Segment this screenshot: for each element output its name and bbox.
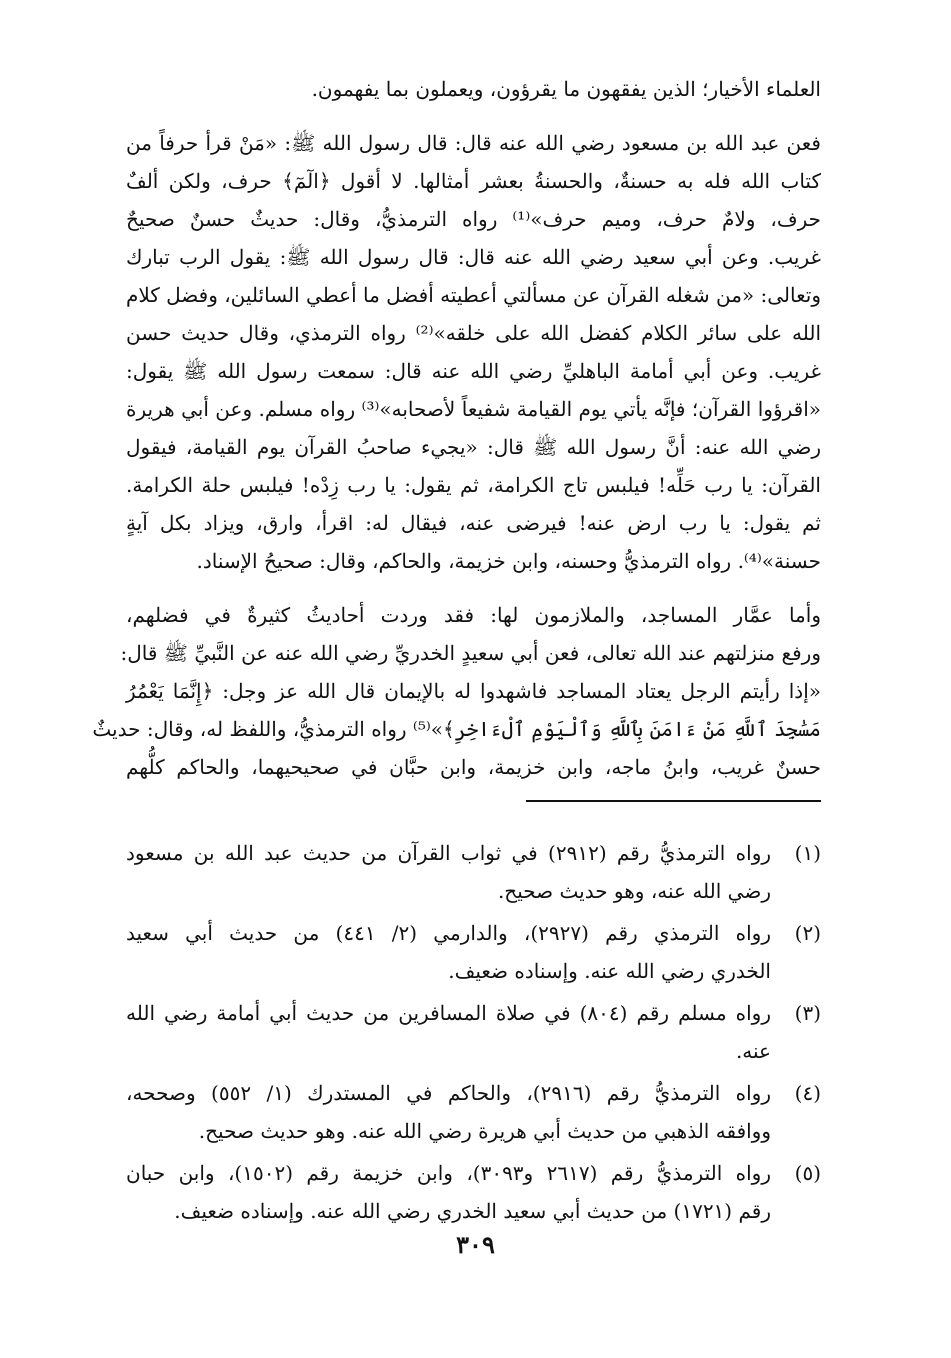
- text-line: ورفع منزلتهم عند الله تعالى، فعن أبي سعيدٍ الخدريِّ رضي الله عنه عن النَّبيِّ ﷺ قال:: [120, 641, 821, 665]
- text-line: فعن عبد الله بن مسعود رضي الله عنه قال: قال رسول الله ﷺ: «مَنْ قرأ حرفاً من: [126, 131, 821, 155]
- text-line: رقم (١٧٢١) من حديث أبي سعيد الخدري رضي الله عنه. وإسناده ضعيف.: [174, 1199, 771, 1223]
- footnote-number: (٢): [794, 921, 821, 945]
- footnote-5: [126, 1154, 821, 1230]
- text-line: رواه مسلم رقم (٨٠٤) في صلاة المسافرين من حديث أبي أمامة رضي الله: [126, 1001, 771, 1025]
- text-line: غريب. وعن أبي أمامة الباهليِّ رضي الله عنه قال: سمعت رسول الله ﷺ يقول:: [126, 359, 821, 383]
- footnotes: [126, 834, 821, 1234]
- text-line: وتعالى: «من شغله القرآن عن مسألتي أعطيته أفضل ما أعطي السائلين، وفضل كلام: [125, 283, 821, 307]
- paragraph-2: [92, 596, 821, 786]
- text-line: حسنٌ غريب، وابنُ ماجه، وابن خزيمة، وابن حبَّان في صحيحيهما، والحاكم كلُّهم: [126, 755, 821, 779]
- footnote-3: [126, 994, 821, 1070]
- footnote-number: (٤): [794, 1081, 821, 1105]
- text-line: رضي الله عنه، وهو حديث صحيح.: [497, 879, 771, 903]
- paragraph-1: [126, 124, 821, 580]
- footnote-text: [126, 994, 771, 1070]
- footnote-1: [126, 834, 821, 910]
- text-line: حرف، ولامٌ حرف، وميم حرف»⁽¹⁾ رواه الترمذيُّ، وقال: حديثٌ حسنٌ صحيحٌ: [126, 207, 821, 231]
- footnote-number: (١): [794, 841, 821, 865]
- text-line: مَسَٰجِدَ ٱللَّهِ مَنْ ءَامَنَ بِٱللَّهِ وَٱلْيَوْمِ ٱلْءَاخِرِ﴾»⁽⁵⁾ رواه الترمذيُّ، واللفظ له، وقال: حديثٌ: [92, 717, 821, 741]
- page-number: ٣٠٩: [456, 1230, 495, 1259]
- text-line: عنه.: [735, 1039, 771, 1063]
- text-line: رواه الترمذيُّ رقم (٢٦١٧ و٣٠٩٣)، وابن خزيمة رقم (١٥٠٢)، وابن حبان: [126, 1161, 771, 1185]
- text-line: «اقرؤوا القرآن؛ فإنَّه يأتي يوم القيامة شفيعاً لأصحابه»⁽³⁾ رواه مسلم. وعن أبي هريرة: [126, 397, 821, 421]
- text-line: رواه الترمذي رقم (٢٩٢٧)، والدارمي (٢/ ٤٤١) من حديث أبي سعيد: [126, 921, 771, 945]
- text-line: رواه الترمذيُّ رقم (٢٩١٢) في ثواب القرآن من حديث عبد الله بن مسعود: [126, 841, 772, 865]
- text-line: رواه الترمذيُّ رقم (٢٩١٦)، والحاكم في المستدرك (١/ ٥٥٢) وصححه،: [126, 1081, 771, 1105]
- text-line: ووافقه الذهبي من حديث أبي هريرة رضي الله عنه. وهو حديث صحيح.: [198, 1119, 771, 1143]
- text-line: الله على سائر الكلام كفضل الله على خلقه»⁽²⁾ رواه الترمذي، وقال حديث حسن: [126, 321, 821, 345]
- footnote-number: (٣): [794, 1001, 821, 1025]
- footnote-separator: [526, 800, 821, 802]
- text-line: «إذا رأيتم الرجل يعتاد المساجد فاشهدوا له بالإيمان قال الله عز وجل: ﴿إِنَّمَا يَعْمُرُ: [126, 679, 821, 703]
- footnote-2: [126, 914, 821, 990]
- text-line: ثم يقول: يا رب ارض عنه! فيرضى عنه، فيقال له: اقرأ، وارق، ويزاد بكل آيةٍ: [126, 511, 822, 535]
- text-line: القرآن: يا رب حَلِّه! فيلبس تاج الكرامة، ثم يقول: يا رب زِدْه! فيلبس حلة الكرامة.: [126, 473, 821, 497]
- footnote-text: [126, 1154, 771, 1230]
- footnote-text: [126, 834, 771, 910]
- text-line: رضي الله عنه: أنَّ رسول الله ﷺ قال: «يجيء صاحبُ القرآن يوم القيامة، فيقول: [126, 435, 821, 459]
- text-line: كتاب الله فله به حسنةٌ، والحسنةُ بعشر أمثالها. لا أقول ﴿الٓمٓ﴾ حرف، ولكن ألفٌ: [126, 169, 821, 193]
- text-line: الخدري رضي الله عنه. وإسناده ضعيف.: [448, 959, 771, 983]
- footnote-text: [126, 1074, 771, 1150]
- text-line: غريب. وعن أبي سعيد رضي الله عنه قال: قال رسول الله ﷺ: يقول الرب تبارك: [126, 245, 821, 269]
- text-line: وأما عمَّار المساجد، والملازمون لها: فقد وردت أحاديثُ كثيرةٌ في فضلهم،: [126, 603, 821, 627]
- footnote-number: (٥): [794, 1161, 821, 1185]
- footnote-4: [126, 1074, 821, 1150]
- footnote-text: [126, 914, 771, 990]
- continuation-line: [126, 70, 821, 108]
- text-line: حسنة»⁽⁴⁾. رواه الترمذيُّ وحسنه، وابن خزيمة، والحاكم، وقال: صحيحُ الإسناد.: [196, 549, 821, 573]
- text-line: العلماء الأخيار؛ الذين يفقهون ما يقرؤون، ويعملون بما يفهمون.: [311, 77, 821, 101]
